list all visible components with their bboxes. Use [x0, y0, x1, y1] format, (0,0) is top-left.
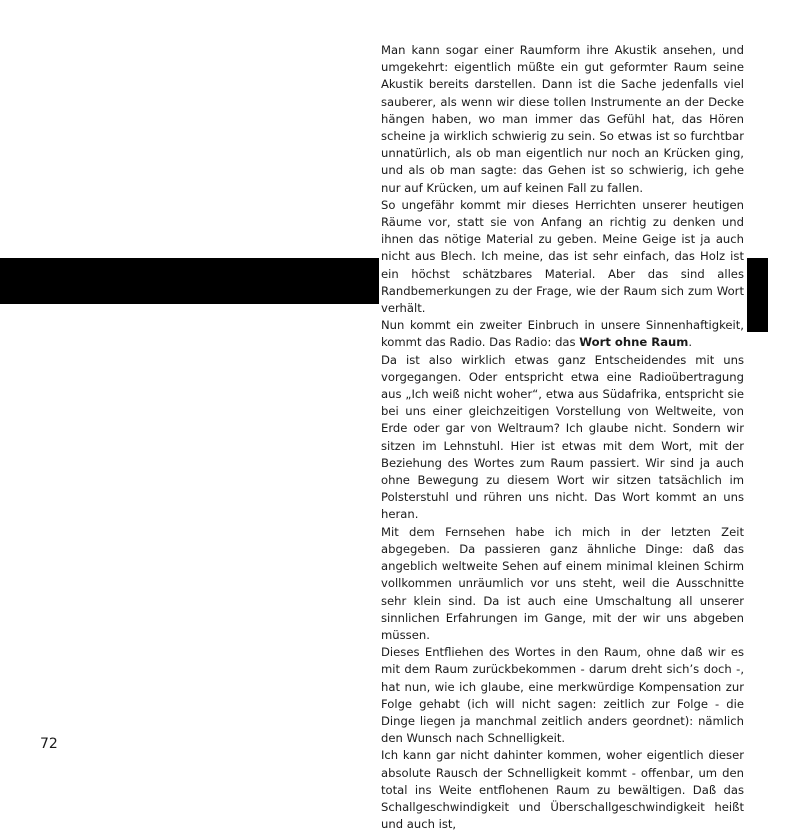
emphasis-wort-ohne-raum: Wort ohne Raum [579, 335, 689, 350]
paragraph: Dieses Entfliehen des Wortes in den Raum, ohne daß wir es mit dem Raum zurückbekommen - darum dreht sich’s doch -, hat nun, wie ich glaube, eine merkwürdige Kompensation zur Folge gehabt (ich will nicht sagen: zeitlich zur Folge - die Dinge liegen ja manchmal zeitlich anders geordnet): nämlich den Wunsch nach Schnelligkeit. [381, 645, 744, 746]
body-text-column [381, 42, 744, 833]
black-bar-left [0, 258, 379, 304]
paragraph: Man kann sogar einer Raumform ihre Akustik ansehen, und umgekehrt: eigentlich müßte ein gut geformter Raum seine Akustik bereits darstellen. Dann ist die Sache jedenfalls viel sauberer, als wenn wir diese tollen Instrumente an der Decke hängen haben, wo man immer das Gefühl hat, das Hören scheine ja wirklich schwierig zu sein. So etwas ist so furchtbar unnatürlich, als ob man eigentlich nur noch an Krücken ging, und als ob man sagte: das Gehen ist so schwierig, ich gehe nur auf Krücken, um auf keinen Fall zu fallen. [381, 43, 744, 195]
paragraph: So ungefähr kommt mir dieses Herrichten unserer heutigen Räume vor, statt sie von Anfang an richtig zu denken und ihnen das nötige Material zu geben. Meine Geige ist ja auch nicht aus Blech. Ich meine, das ist sehr einfach, das Holz ist ein höchst schätzbares Material. Aber das sind alles Randbemerkungen zu der Frage, wie der Raum sich zum Wort verhält. [381, 197, 744, 316]
paragraph-text: Nun kommt ein zweiter Einbruch in unsere Sinnenhaftigkeit, kommt das Radio. Das Radio: das [381, 318, 744, 350]
paragraph-text: . [688, 335, 693, 350]
page-number: 72 [40, 736, 58, 752]
paragraph [381, 317, 744, 351]
black-bar-right [747, 258, 768, 332]
paragraph: Da ist also wirklich etwas ganz Entscheidendes mit uns vorgegangen. Oder entspricht etwa eine Radioübertragung aus „Ich weiß nicht woher“, etwa aus Südafrika, entspricht sie bei uns einer gleichzeitigen Vorstellung von Weltweite, von Erde oder gar von Weltraum? Ich glaube nicht. Sondern wir sitzen im Lehnstuhl. Hier ist etwas mit dem Wort, mit der Beziehung des Wortes zum Raum passiert. Wir sind ja auch ohne Bewegung zu diesem Wort wir sitzen tatsächlich im Polsterstuhl und rühren uns nicht. Das Wort kommt an uns heran. [381, 352, 744, 522]
paragraph: Mit dem Fernsehen habe ich mich in der letzten Zeit abgegeben. Da passieren ganz ähnliche Dinge: daß das angeblich weltweite Sehen auf einem minimal kleinen Schirm vollkommen unräumlich vor uns steht, weil die Ausschnitte sehr klein sind. Da ist auch eine Umschaltung all unserer sinnlichen Erfahrungen im Gange, mit der wir uns abgeben müssen. [381, 524, 744, 642]
paragraph: Ich kann gar nicht dahinter kommen, woher eigentlich dieser absolute Rausch der Schnelligkeit kommt - offenbar, um den total ins Weite entflohenen Raum zu bewältigen. Daß das Schallgeschwindigkeit und Überschallgeschwindigkeit heißt und auch ist, [381, 748, 744, 832]
